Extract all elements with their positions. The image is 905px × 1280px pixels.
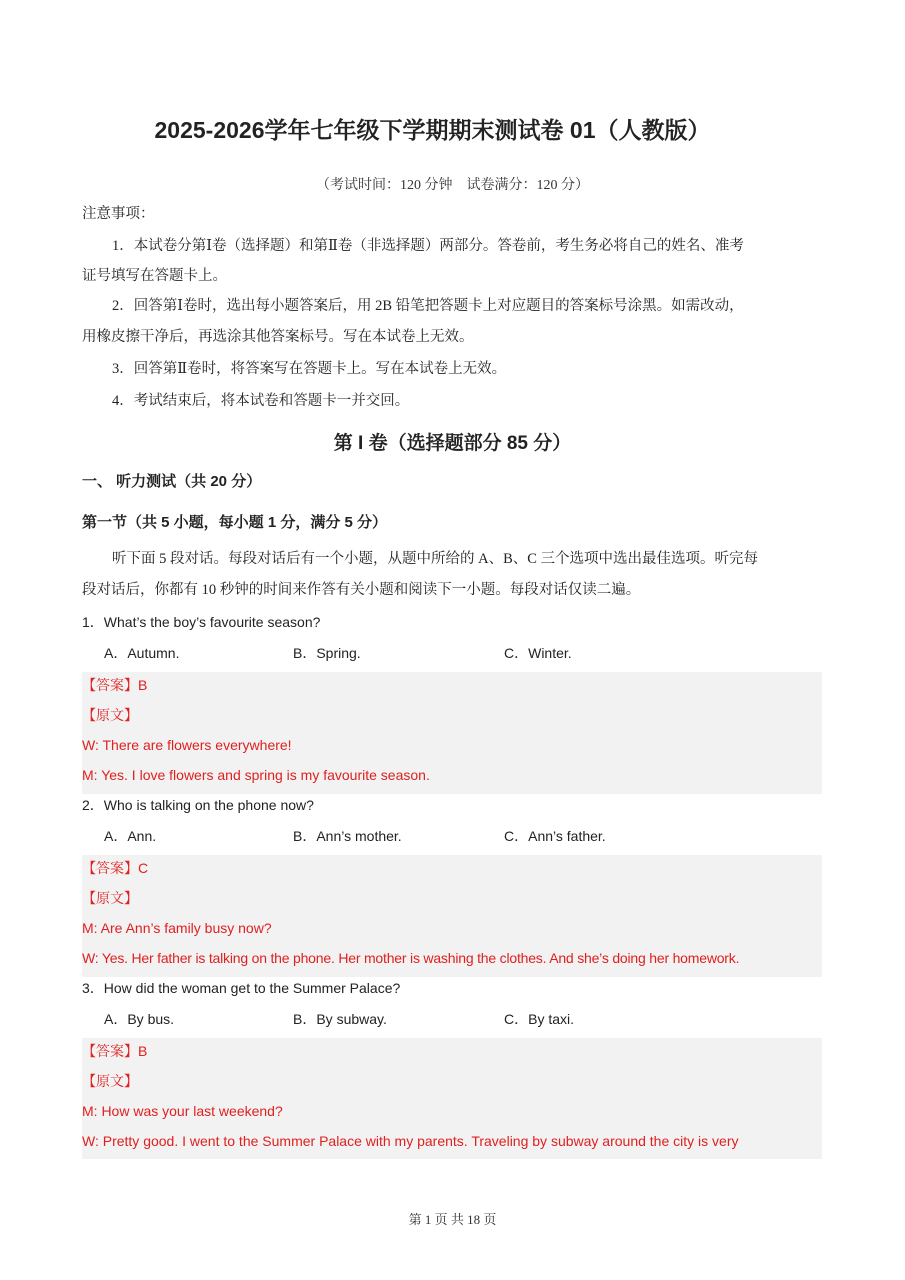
document-title: 2025-2026学年七年级下学期期末测试卷 01（人教版） <box>154 117 711 143</box>
answer-label: 【答案】C <box>82 860 149 876</box>
transcript-line: W: There are flowers everywhere! <box>82 737 292 753</box>
notice-line: 4．考试结束后，将本试卷和答题卡一并交回。 <box>112 393 410 409</box>
transcript-line: M: How was your last weekend? <box>82 1103 283 1119</box>
option-a: A．Ann. <box>104 828 157 844</box>
instructions-line: 听下面 5 段对话。每段对话后有一个小题，从题中所给的 A、B、C 三个选项中选出最佳选项。听完每 <box>112 551 759 567</box>
transcript-label: 【原文】 <box>82 890 138 906</box>
option-a: A．Autumn. <box>104 645 180 661</box>
page-footer: 第 1 页 共 18 页 <box>408 1212 497 1227</box>
notice-line: 用橡皮擦干净后，再选涂其他答案标号。写在本试卷上无效。 <box>82 329 474 345</box>
transcript-label: 【原文】 <box>82 707 138 723</box>
question-stem: 2．Who is talking on the phone now? <box>82 797 314 813</box>
notice-line: 1．本试卷分第Ⅰ卷（选择题）和第Ⅱ卷（非选择题）两部分。答卷前，考生务必将自己的姓名、准考 <box>112 238 744 254</box>
option-c: C．Winter. <box>504 645 572 661</box>
part-title: 第 I 卷（选择题部分 85 分） <box>333 433 572 454</box>
option-a: A．By bus. <box>104 1011 175 1027</box>
notice-line: 2．回答第Ⅰ卷时，选出每小题答案后，用 2B 铅笔把答题卡上对应题目的答案标号涂黑。如需改动， <box>112 298 744 314</box>
transcript-line: W: Pretty good. I went to the Summer Palace with my parents. Traveling by subway around the city is very <box>82 1133 739 1149</box>
transcript-line: W: Yes. Her father is talking on the phone. Her mother is washing the clothes. And she’s doing her homework. <box>82 950 740 966</box>
option-c: C．By taxi. <box>504 1011 575 1027</box>
exam-info: （考试时间：120 分钟 试卷满分：120 分） <box>316 178 589 193</box>
instructions-line: 段对话后，你都有 10 秒钟的时间来作答有关小题和阅读下一小题。每段对话仅读二遍。 <box>82 582 641 598</box>
answer-label: 【答案】B <box>82 677 148 693</box>
question-stem: 3．How did the woman get to the Summer Palace? <box>82 980 401 996</box>
notice-line: 3．回答第Ⅱ卷时，将答案写在答题卡上。写在本试卷上无效。 <box>112 361 507 377</box>
notice-line: 证号填写在答题卡上。 <box>82 268 227 284</box>
answer-label: 【答案】B <box>82 1043 148 1059</box>
transcript-line: M: Are Ann’s family busy now? <box>82 920 272 936</box>
transcript-line: M: Yes. I love flowers and spring is my favourite season. <box>82 767 430 783</box>
transcript-label: 【原文】 <box>82 1073 138 1089</box>
option-b: B．Ann’s mother. <box>293 828 402 844</box>
notice-heading: 注意事项： <box>82 206 155 222</box>
question-stem: 1．What’s the boy’s favourite season? <box>82 614 321 630</box>
option-c: C．Ann’s father. <box>504 828 606 844</box>
option-b: B．Spring. <box>293 645 361 661</box>
section-heading: 一、 听力测试（共 20 分） <box>82 473 262 490</box>
subsection-heading: 第一节（共 5 小题，每小题 1 分，满分 5 分） <box>82 514 388 531</box>
option-b: B．By subway. <box>293 1011 387 1027</box>
